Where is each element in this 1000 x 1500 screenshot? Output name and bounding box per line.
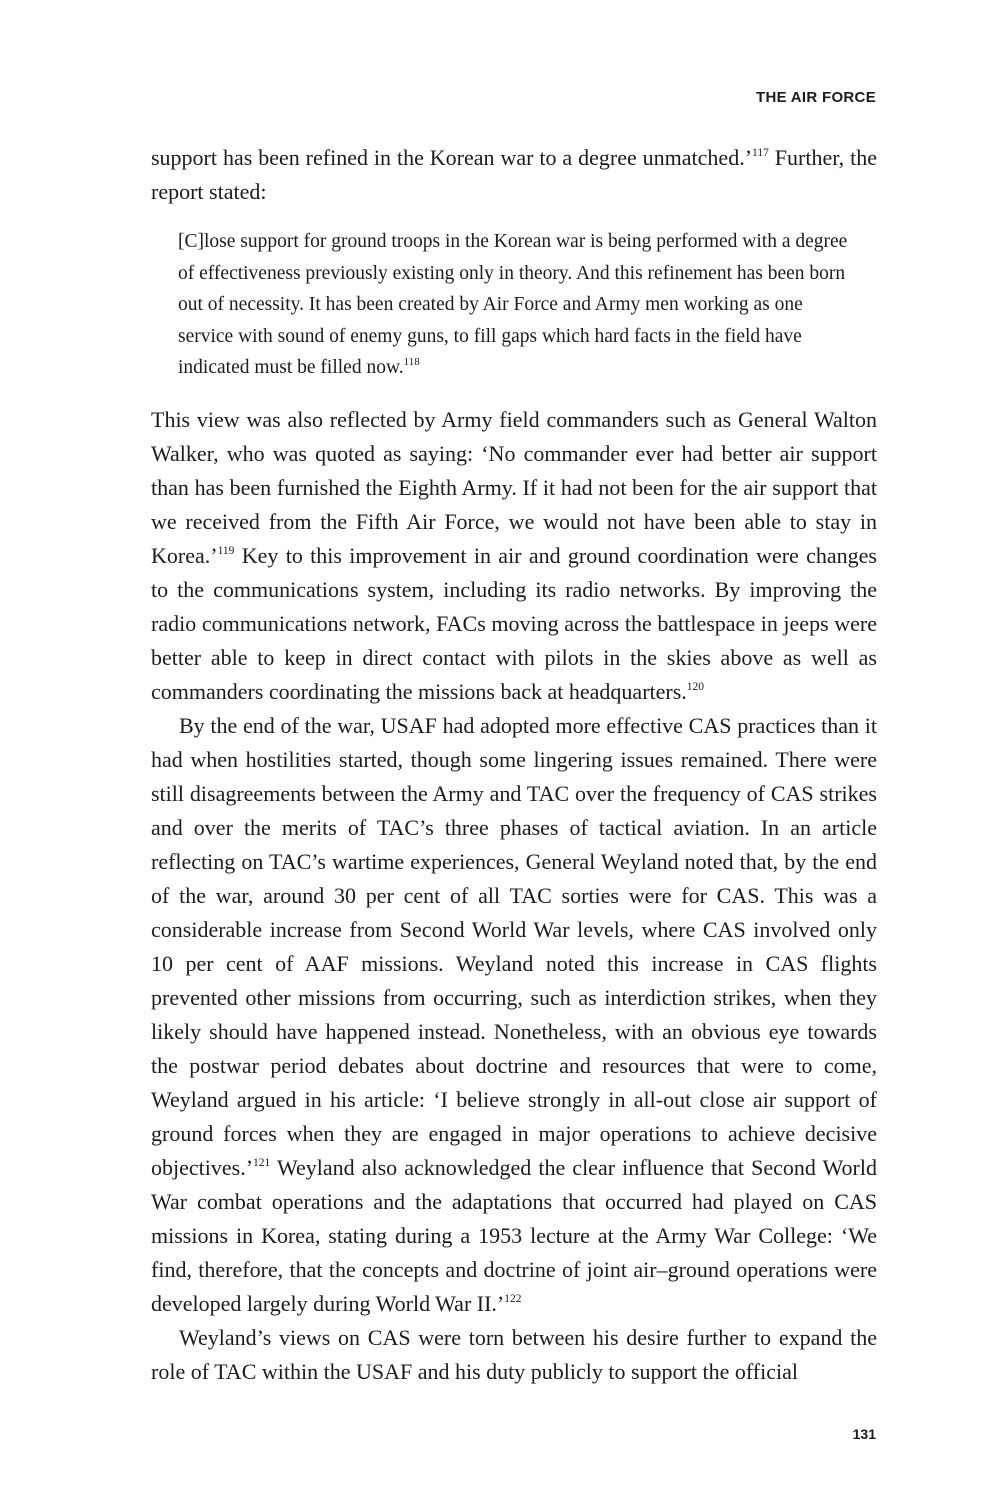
paragraph-text: This view was also reflected by Army field commanders such as General Walton Walker, who was quoted as saying: ‘No commander ever had better air support than has been furnished the Eighth Army. If it had not been for the air support that we received from the Fifth Air Force, we would not have been able to stay in Korea.’ [151, 406, 877, 568]
footnote-ref[interactable]: 118 [403, 356, 420, 368]
footnote-ref[interactable]: 117 [752, 147, 769, 159]
body-text [151, 141, 877, 1389]
footnote-ref[interactable]: 119 [217, 544, 235, 557]
paragraph-text: Weyland’s views on CAS were torn between his desire further to expand the role of TAC within the USAF and his duty publicly to support the official [151, 1324, 877, 1384]
paragraph-2 [151, 403, 877, 709]
paragraph-text: Further, the report stated: [151, 145, 877, 204]
paragraph-3 [151, 709, 877, 1321]
paragraph-text: Key to this improvement in air and ground coordination were changes to the communications system, including its radio networks. By improving the radio communications network, FACs moving across the battlespace in jeeps were better able to keep in direct contact with pilots in the skies above as well as commanders coordinating the missions back at headquarters. [151, 542, 877, 704]
paragraph-text: support has been refined in the Korean war to a degree unmatched.’ [151, 145, 753, 170]
paragraph-1 [151, 141, 877, 209]
page-number: 131 [852, 1426, 876, 1442]
footnote-ref[interactable]: 122 [504, 1292, 522, 1305]
quote-text: [C]lose support for ground troops in the Korean war is being performed with a degree of effectiveness previously existing only in theory. And this refinement has been born out of necessity. It has been created by Air Force and Army men working as one service with sound of enemy guns, to fill gaps which hard facts in the field have indicated must be filled now. [178, 231, 848, 378]
footnote-ref[interactable]: 120 [686, 680, 705, 693]
footnote-ref[interactable]: 121 [253, 1156, 271, 1169]
paragraph-text: By the end of the war, USAF had adopted more effective CAS practices than it had when hostilities started, though some lingering issues remained. There were still disagreements between the Army and TAC over the frequency of CAS strikes and over the merits of TAC’s three phases of tactical aviation. In an article reflecting on TAC’s wartime experiences, General Weyland noted that, by the end of the war, around 30 per cent of all TAC sorties were for CAS. This was a considerable increase from Second World War levels, where CAS involved only 10 per cent of AAF missions. Weyland noted this increase in CAS flights prevented other missions from occurring, such as interdiction strikes, when they likely should have happened instead. Nonetheless, with an obvious eye towards the postwar period debates about doctrine and resources that were to come, Weyland argued in his article: ‘I believe strongly in all-out close air support of ground forces when they are engaged in major operations to achieve decisive objectives.’ [151, 712, 877, 1180]
paragraph-4 [151, 1321, 877, 1389]
running-head: THE AIR FORCE [755, 89, 876, 106]
block-quote [178, 226, 849, 384]
paragraph-text: Weyland also acknowledged the clear influence that Second World War combat operations and the adaptations that occurred had played on CAS missions in Korea, stating during a 1953 lecture at the Army War College: ‘We find, therefore, that the concepts and doctrine of joint air–ground operations were developed largely during World War II.’ [151, 1154, 877, 1316]
